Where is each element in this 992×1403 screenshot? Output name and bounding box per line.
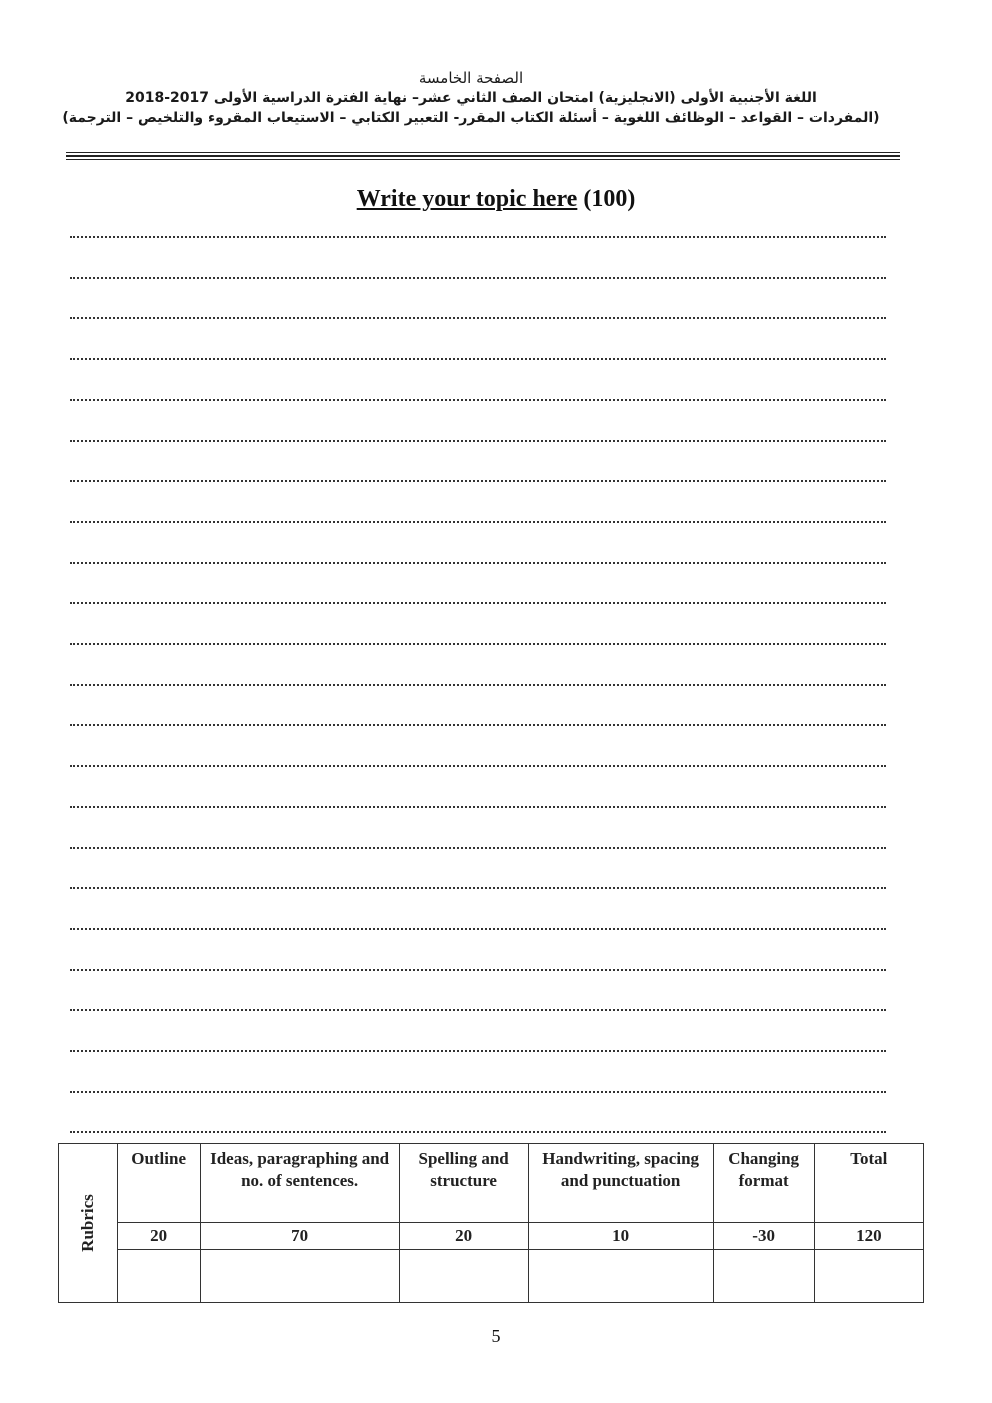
topic-marks: (100) (583, 186, 636, 212)
writing-line[interactable] (70, 1050, 886, 1052)
topic-title: Write your topic here (356, 186, 578, 212)
exam-sections: (المفردات – القواعد – الوظائف اللغوية – أسئلة الكتاب المقرر- التعبير الكتابي – الاستيعاب المقروء والتلخيص – الترجمة) (62, 110, 880, 126)
writing-line[interactable] (70, 724, 886, 726)
header-divider-middle (66, 155, 900, 157)
rubric-name-ideas: Ideas, paragraphing and no. of sentences. (200, 1144, 399, 1223)
writing-line[interactable] (70, 521, 886, 523)
rubric-score-changing-format: -30 (713, 1223, 814, 1250)
mark-cell-changing-format[interactable] (713, 1250, 814, 1303)
rubrics-table (58, 1143, 924, 1303)
writing-line[interactable] (70, 277, 886, 279)
writing-line[interactable] (70, 969, 886, 971)
page-label: الصفحة الخامسة (418, 69, 524, 87)
header-divider-top (66, 152, 900, 153)
writing-line[interactable] (70, 236, 886, 238)
writing-line[interactable] (70, 562, 886, 564)
writing-line[interactable] (70, 1009, 886, 1011)
rubric-score-total: 120 (814, 1223, 923, 1250)
mark-cell-total[interactable] (814, 1250, 923, 1303)
rubrics-marks-row (59, 1250, 924, 1303)
mark-cell-outline[interactable] (117, 1250, 200, 1303)
rubrics-header-row (59, 1144, 924, 1223)
writing-line[interactable] (70, 765, 886, 767)
rubric-name-changing-format: Changing format (713, 1144, 814, 1223)
topic-heading (0, 186, 992, 213)
rubric-name-outline: Outline (117, 1144, 200, 1223)
mark-cell-ideas[interactable] (200, 1250, 399, 1303)
writing-line[interactable] (70, 643, 886, 645)
rubric-score-ideas: 70 (200, 1223, 399, 1250)
rubric-score-spelling: 20 (399, 1223, 528, 1250)
writing-line[interactable] (70, 887, 886, 889)
exam-title: اللغة الأجنبية الأولى (الانجليزية) امتحان الصف الثاني عشر– نهاية الفترة الدراسية الأولى 2017-2018 (125, 90, 817, 106)
page-number: 5 (491, 1326, 501, 1346)
mark-cell-handwriting[interactable] (528, 1250, 713, 1303)
writing-line[interactable] (70, 317, 886, 319)
rubric-score-outline: 20 (117, 1223, 200, 1250)
writing-line[interactable] (70, 399, 886, 401)
writing-line[interactable] (70, 1091, 886, 1093)
rubric-name-handwriting: Handwriting, spacing and punctuation (528, 1144, 713, 1223)
writing-line[interactable] (70, 602, 886, 604)
writing-line[interactable] (70, 928, 886, 930)
writing-line[interactable] (70, 806, 886, 808)
rubric-name-total: Total (814, 1144, 923, 1223)
rubrics-score-row (59, 1223, 924, 1250)
page-header (40, 68, 902, 128)
writing-line[interactable] (70, 684, 886, 686)
rubrics-side-cell (59, 1144, 118, 1303)
header-divider-bottom (66, 159, 900, 160)
writing-line[interactable] (70, 480, 886, 482)
mark-cell-spelling[interactable] (399, 1250, 528, 1303)
rubric-name-spelling: Spelling and structure (399, 1144, 528, 1223)
writing-line[interactable] (70, 1131, 886, 1133)
writing-line[interactable] (70, 847, 886, 849)
rubrics-label: Rubrics (77, 1194, 97, 1252)
writing-line[interactable] (70, 358, 886, 360)
writing-line[interactable] (70, 440, 886, 442)
rubric-score-handwriting: 10 (528, 1223, 713, 1250)
